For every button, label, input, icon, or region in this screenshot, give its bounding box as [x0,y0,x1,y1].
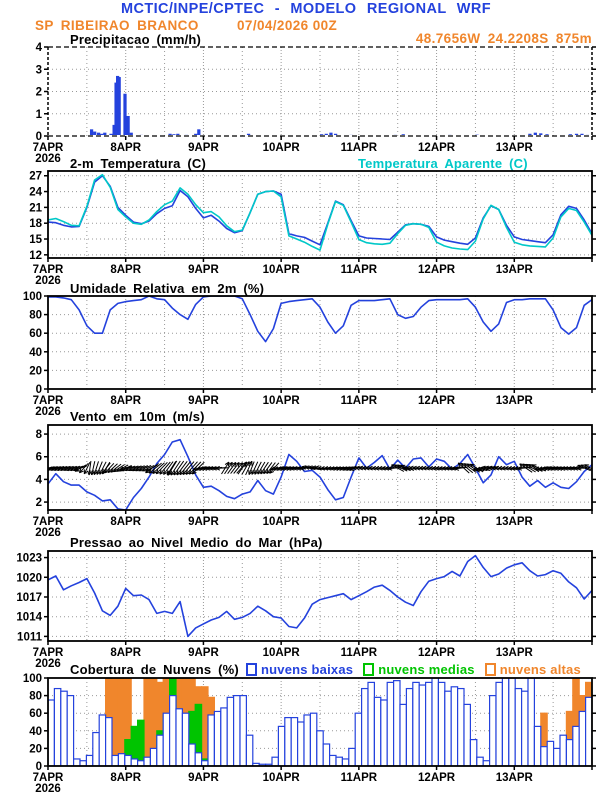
x-tick-label: 11APR [340,647,378,659]
y-tick-label: 0 [35,384,42,396]
x-tick-label: 13APR [495,772,533,784]
precip-bar [103,133,106,135]
x-tick-label: 8APR [110,395,142,407]
x-tick-label: 11APR [340,395,378,407]
x-tick-label: 11APR [340,142,378,154]
x-tick-label: 10APR [262,264,300,276]
precip-bar [93,132,96,135]
panel-temperature [29,171,596,287]
y-tick-label: 1011 [17,631,42,644]
x-tick-label: 9APR [188,516,219,528]
x-tick-label: 11APR [340,772,378,784]
line-Velocidade-do-vento [48,440,592,510]
precip-bar [334,134,337,135]
y-tick-label: 15 [29,234,42,247]
y-tick-label: 60 [29,708,42,721]
y-tick-label: 1017 [16,591,42,604]
y-tick-label: 20 [29,743,42,756]
y-tick-label: 6 [35,451,42,464]
y-tick-label: 100 [22,291,42,303]
station-name: SP RIBEIRAO BRANCO [35,18,199,33]
x-tick-label: 12APR [418,516,456,528]
x-tick-label: 8APR [110,516,142,528]
y-tick-label: 1023 [16,552,42,565]
humidity-panel-title: Umidade Relativa em 2m (%) [70,281,265,296]
panel-wind [33,425,597,539]
precipitation-series [90,76,589,135]
x-tick-label: 8APR [110,772,142,784]
precip-bar [247,134,250,135]
wind-panel-title: Vento em 10m (m/s) [70,409,205,424]
x-tick-label: 13APR [495,647,533,659]
station-coordinates: 48.7656W 24.2208S 875m [415,31,592,46]
x-tick-label: 12APR [418,772,456,784]
precip-bar [126,116,129,135]
precip-bar [325,134,328,135]
y-tick-label: 0 [35,131,42,143]
precip-bar [545,134,548,135]
x-axis-year-label: 2026 [35,527,61,539]
panel-pressure [16,551,596,670]
y-tick-label: 1014 [16,611,42,624]
temperature-panel-title: 2-m Temperatura (C) [70,156,206,171]
precip-bar [176,134,179,135]
precip-bar [575,134,578,135]
x-tick-label: 10APR [262,395,300,407]
legend-label-low-clouds: nuvens baixas [261,662,354,677]
x-tick-label: 13APR [495,516,533,528]
run-datetime: 07/04/2026 00Z [237,18,338,33]
precip-bar [172,134,175,135]
humidity-series [48,296,592,342]
model-title: MCTIC/INPE/CPTEC - MODELO REGIONAL WRF [120,1,491,17]
x-tick-label: 9APR [188,647,219,659]
y-tick-label: 4 [35,42,42,54]
x-axis-year-label: 2026 [35,783,61,792]
y-tick-label: 1 [35,108,42,121]
panel-precipitation [33,42,596,165]
precip-bar [118,77,121,135]
pressure-panel-title: Pressao ao Nivel Medio do Mar (hPa) [70,535,323,550]
panel-humidity [23,291,596,418]
x-tick-label: 7APR [32,142,64,154]
axis-ticks-and-labels [33,429,596,539]
y-tick-label: 2 [35,86,42,99]
y-tick-label: 12 [29,249,42,262]
x-tick-label: 13APR [495,142,533,154]
x-axis-year-label: 2026 [35,658,61,670]
precip-bar [569,134,572,135]
gridlines [48,551,592,641]
precip-bar [402,134,405,135]
precip-bar [534,133,537,135]
x-tick-label: 10APR [262,142,300,154]
x-tick-label: 10APR [262,647,300,659]
x-tick-label: 12APR [418,264,456,276]
precip-bar [130,133,133,135]
precip-bar [97,133,100,135]
y-tick-label: 20 [29,365,42,378]
y-tick-label: 1020 [16,572,42,585]
panel-frame [48,296,592,389]
y-tick-label: 100 [22,673,42,685]
x-axis-year-label: 2026 [35,275,61,287]
x-tick-label: 12APR [418,395,456,407]
precipitation-panel-title: Precipitacao (mm/h) [70,32,202,47]
precip-bar [90,129,93,135]
y-tick-label: 3 [35,64,42,77]
x-tick-label: 9APR [188,264,219,276]
x-tick-label: 8APR [110,264,142,276]
x-tick-label: 7APR [32,516,64,528]
x-tick-label: 12APR [418,142,456,154]
x-tick-label: 7APR [32,772,64,784]
y-tick-label: 24 [29,186,42,199]
y-tick-label: 0 [35,761,42,773]
gridlines [48,296,592,389]
y-tick-label: 80 [29,690,42,703]
precip-bar [100,134,103,135]
precip-bar [329,133,332,135]
precip-bar [580,134,583,135]
wind-series [42,440,597,510]
precip-bar [197,129,200,135]
precip-bar [123,94,126,135]
precip-bar [320,134,323,135]
wind-direction-arrows [42,461,597,475]
x-tick-label: 11APR [340,516,378,528]
y-tick-label: 18 [29,218,42,231]
x-tick-label: 8APR [110,142,142,154]
axis-ticks-and-labels [29,171,596,287]
x-tick-label: 12APR [418,647,456,659]
x-tick-label: 13APR [495,395,533,407]
y-tick-label: 40 [29,346,42,359]
x-tick-label: 9APR [188,142,219,154]
y-tick-label: 2 [35,497,42,510]
y-tick-label: 27 [29,170,42,183]
legend-label-mid-clouds: nuvens medias [378,662,475,677]
precip-bar [539,133,542,135]
x-tick-label: 9APR [188,395,219,407]
line-Umidade-Relativa [48,296,592,342]
y-tick-label: 60 [29,328,42,341]
precip-bar [168,134,171,135]
apparent-temperature-label: Temperatura Aparente (C) [358,156,528,171]
y-tick-label: 21 [29,202,42,215]
x-tick-label: 13APR [495,264,533,276]
precip-bar [109,134,112,135]
x-tick-label: 10APR [262,772,300,784]
x-tick-label: 7APR [32,647,64,659]
x-tick-label: 11APR [340,264,378,276]
axis-ticks-and-labels [23,291,596,418]
panel-cloud-cover [23,673,596,792]
y-tick-label: 4 [35,474,42,487]
y-tick-label: 8 [35,429,42,442]
x-tick-label: 10APR [262,516,300,528]
x-axis-year-label: 2026 [35,406,61,418]
precip-bar [194,134,197,135]
precip-bar [528,134,531,135]
y-tick-label: 80 [29,309,42,322]
x-tick-label: 8APR [110,647,142,659]
clouds-panel-title: Cobertura de Nuvens (%) [70,662,239,677]
x-tick-label: 7APR [32,395,64,407]
x-tick-label: 7APR [32,264,64,276]
y-tick-label: 40 [29,725,42,738]
x-tick-label: 9APR [188,772,219,784]
legend-label-high-clouds: nuvens altas [499,662,581,677]
x-axis-year-label: 2026 [35,153,61,165]
